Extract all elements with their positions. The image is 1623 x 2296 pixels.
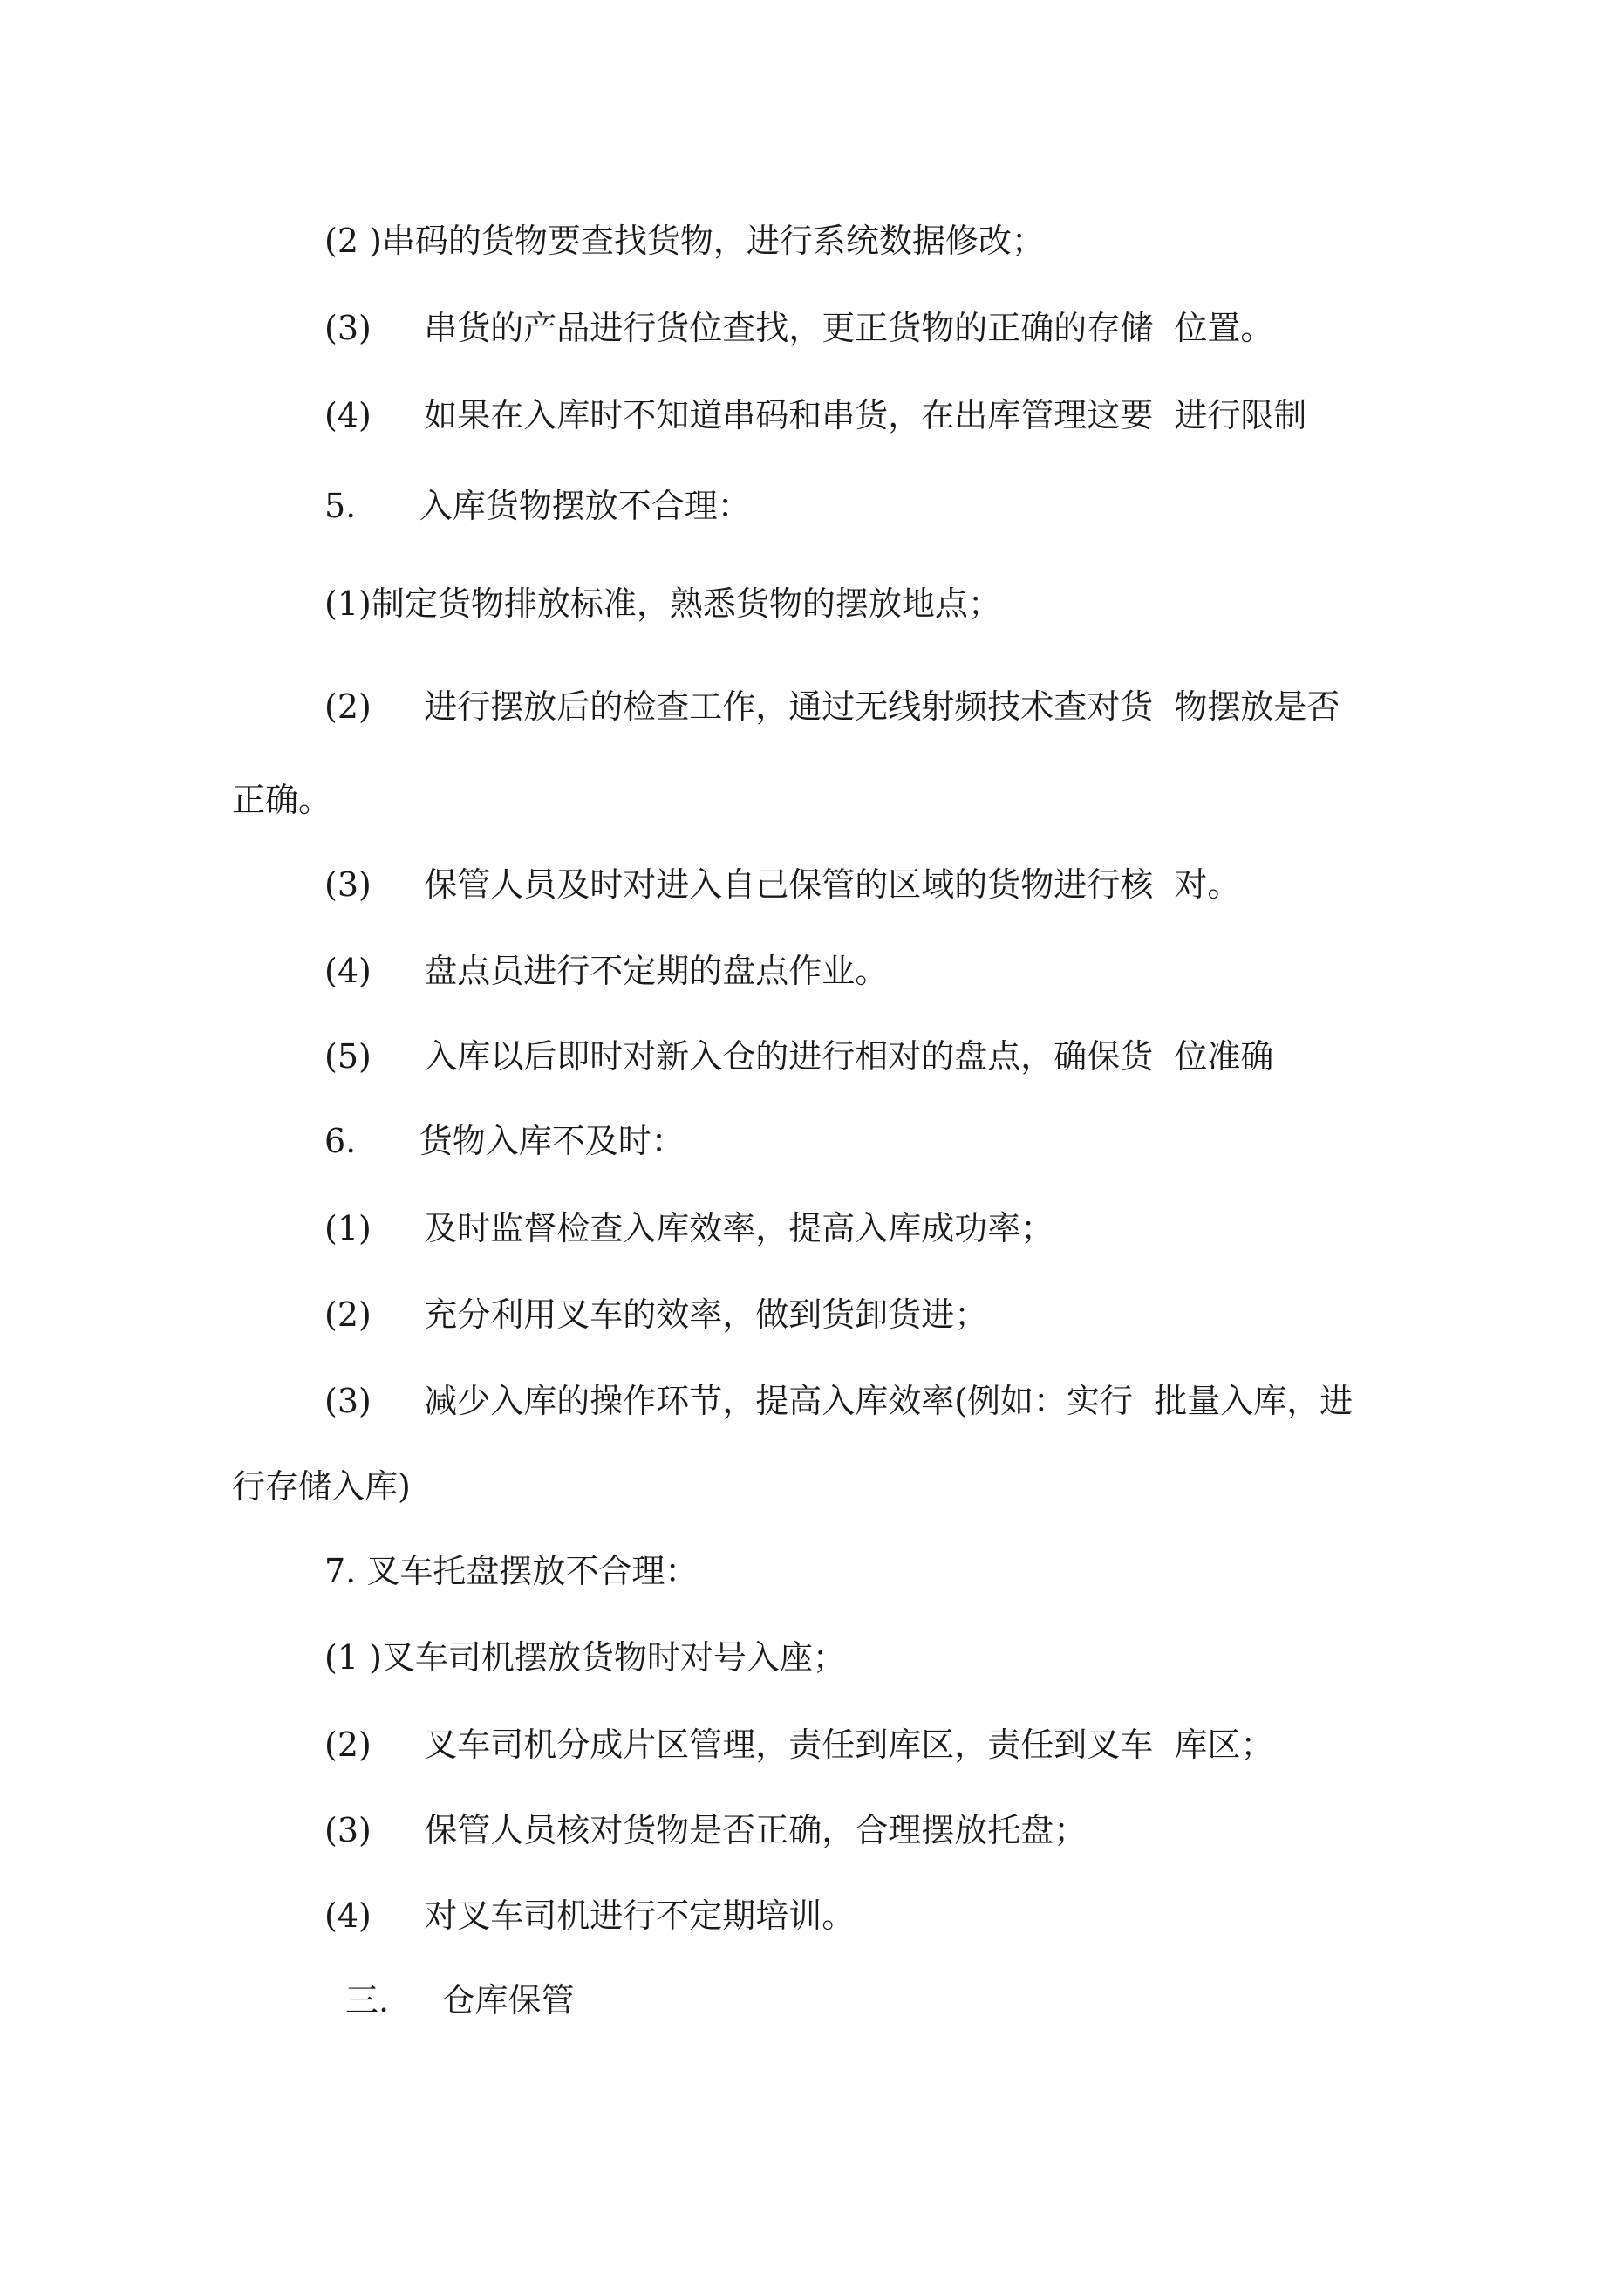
text-line: (2) 进行摆放后的检查工作，通过无线射频技术查对货 物摆放是否 xyxy=(324,687,1340,726)
text-line: 7. 叉车托盘摆放不合理： xyxy=(324,1552,699,1590)
text-line: (1) 及时监督检查入库效率，提高入库成功率； xyxy=(324,1209,1054,1247)
text-line: (4) 如果在入库时不知道串码和串货，在出库管理这要 进行限制 xyxy=(324,396,1307,434)
text-line: 行存储入库) xyxy=(232,1467,411,1506)
text-line: (3) 保管人员核对货物是否正确，合理摆放托盘； xyxy=(324,1811,1088,1849)
text-line: 正确。 xyxy=(232,781,332,819)
text-line: (3) 保管人员及时对进入自己保管的区域的货物进行核 对。 xyxy=(324,865,1241,904)
text-line: (5) 入库以后即时对新入仓的进行相对的盘点，确保货 位准确 xyxy=(324,1037,1274,1076)
text-line: (2) 充分利用叉车的效率，做到货卸货进； xyxy=(324,1295,988,1334)
text-line: (4) 盘点员进行不定期的盘点作业。 xyxy=(324,952,889,990)
text-line: 5. 入库货物摆放不合理： xyxy=(324,487,751,525)
section-heading: 三. 仓库保管 xyxy=(345,1981,575,2019)
text-line: (1 )叉车司机摆放货物时对号入座； xyxy=(324,1638,846,1677)
text-line: (2) 叉车司机分成片区管理，责任到库区，责任到叉车 库区； xyxy=(324,1725,1274,1764)
text-line: (2 )串码的货物要查找货物，进行系统数据修改； xyxy=(324,222,1045,260)
text-line: (3) 串货的产品进行货位查找，更正货物的正确的存储 位置。 xyxy=(324,309,1274,347)
text-line: (3) 减少入库的操作环节，提高入库效率(例如：实行 批量入库，进 xyxy=(324,1382,1354,1420)
text-line: (1)制定货物排放标准，熟悉货物的摆放地点； xyxy=(324,584,1001,623)
text-line: (4) 对叉车司机进行不定期培训。 xyxy=(324,1896,856,1935)
text-line: 6. 货物入库不及时： xyxy=(324,1122,685,1160)
